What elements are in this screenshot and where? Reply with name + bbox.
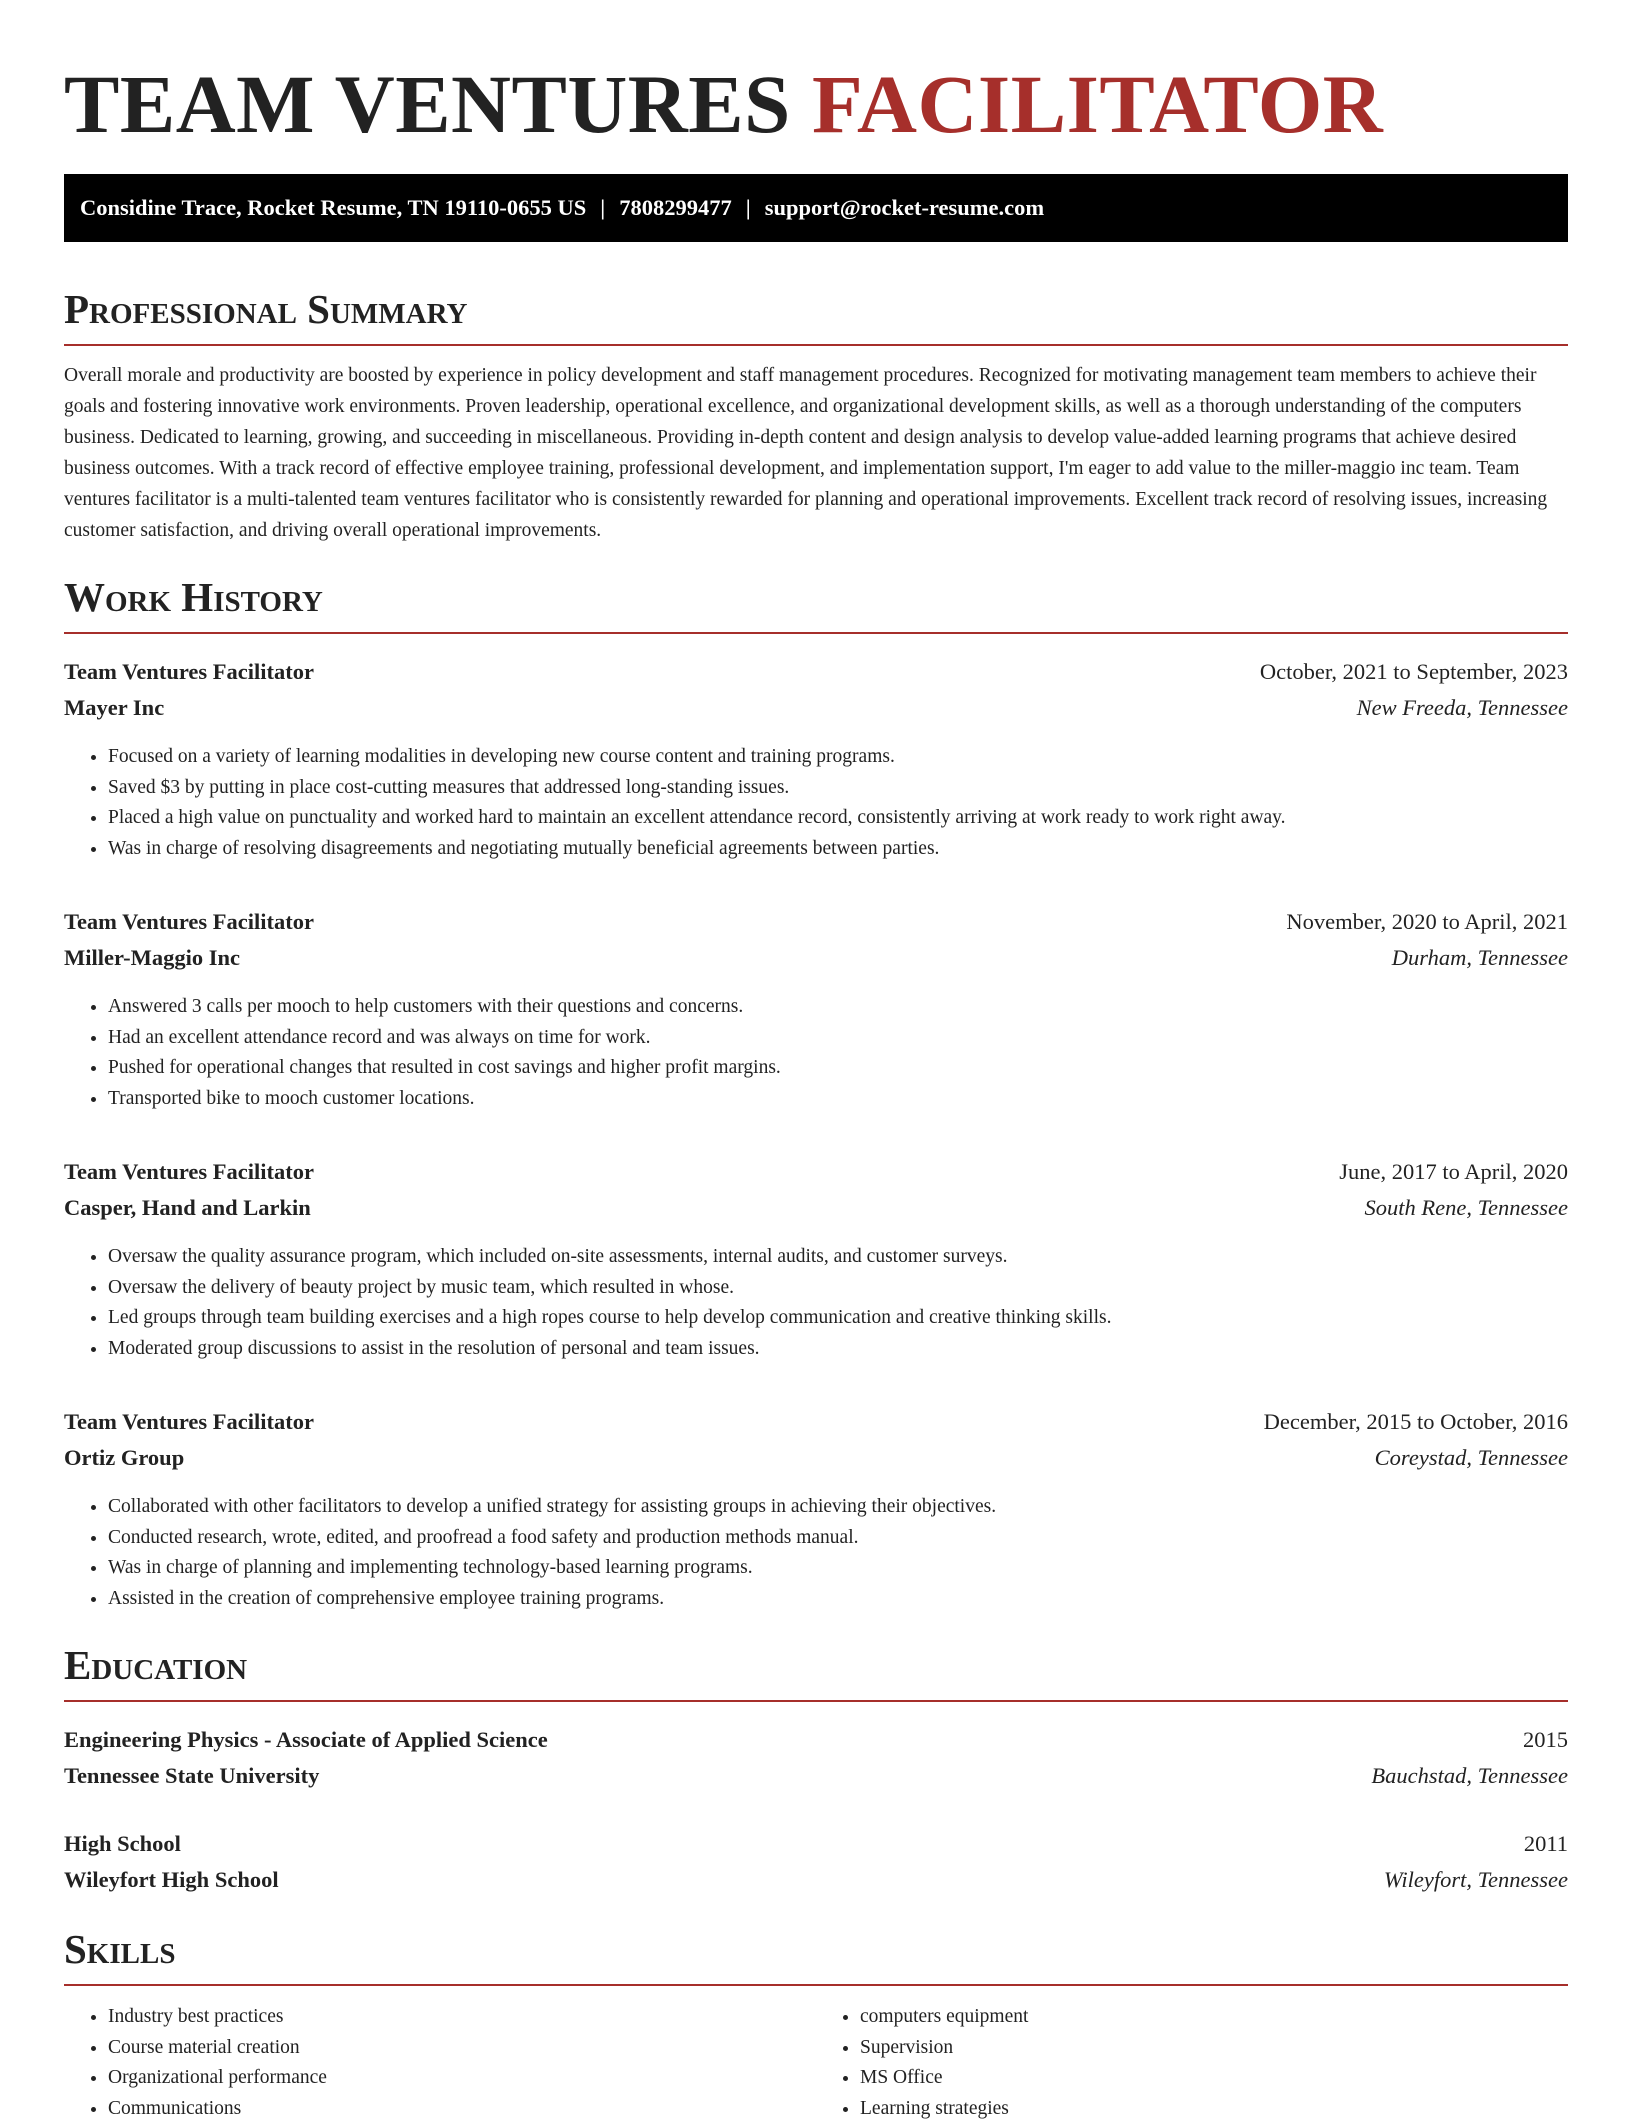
job-bullets (64, 1242, 1568, 1364)
job-bullet: • Conducted research, wrote, edited, and proofread a food safety and production methods manual. (108, 1523, 1568, 1554)
job-company-row (64, 940, 1568, 976)
job-dates: November, 2020 to April, 2021 (1286, 904, 1568, 940)
section-title-skills: Skills (64, 1924, 1568, 1986)
job-bullet: • Led groups through team building exercises and a high ropes course to help develop communication and creative thinking skills. (108, 1303, 1568, 1334)
job-location: Coreystad, Tennessee (1375, 1440, 1568, 1476)
skill-item: • Supervision (860, 2033, 1568, 2064)
job-location: Durham, Tennessee (1392, 940, 1568, 976)
job-bullet: • Oversaw the delivery of beauty project by music team, which resulted in whose. (108, 1273, 1568, 1304)
job-header-row (64, 1404, 1568, 1440)
job-bullet: • Saved $3 by putting in place cost-cutting measures that addressed long-standing issues. (108, 773, 1568, 804)
job-bullets (64, 1492, 1568, 1614)
job-company: Casper, Hand and Larkin (64, 1190, 311, 1226)
contact-separator: | (586, 195, 619, 220)
summary-text: Overall morale and productivity are boosted by experience in policy development and staff management procedures. Recognized for motivating management team members to achieve their goals and fostering innovative work environments. Proven leadership, operational excellence, and organizational development skills, as well as a thorough understanding of the computers business. Dedicated to learning, growing, and succeeding in miscellaneous. Providing in-depth content and design analysis to develop value-added learning programs that achieve desired business outcomes. With a track record of effective employee training, professional development, and implementation support, I'm eager to add value to the miller-maggio inc team. Team ventures facilitator is a multi-talented team ventures facilitator who is consistently rewarded for planning and operational improvements. Excellent track record of resolving issues, increasing customer satisfaction, and driving overall operational improvements. (64, 360, 1568, 546)
contact-bar (64, 174, 1568, 242)
education-year: 2015 (1523, 1722, 1568, 1758)
job-title: Team Ventures Facilitator (64, 654, 314, 690)
job-bullet: • Pushed for operational changes that resulted in cost savings and higher profit margins. (108, 1053, 1568, 1084)
resume-page (64, 0, 1568, 2124)
job-bullet: • Assisted in the creation of comprehensive employee training programs. (108, 1584, 1568, 1615)
job-company: Ortiz Group (64, 1440, 184, 1476)
contact-phone: 7808299477 (619, 195, 732, 220)
job-bullet: • Transported bike to mooch customer locations. (108, 1084, 1568, 1115)
section-title-education: Education (64, 1640, 1568, 1702)
education-location: Wileyfort, Tennessee (1384, 1862, 1568, 1898)
skill-item: • Organizational performance (108, 2063, 816, 2094)
skills-column-left (64, 2002, 816, 2124)
education-school-row (64, 1758, 1568, 1794)
contact-address: Considine Trace, Rocket Resume, TN 19110-0655 US (80, 195, 586, 220)
job-dates: October, 2021 to September, 2023 (1260, 654, 1568, 690)
candidate-name (64, 0, 1568, 150)
job-header-row (64, 904, 1568, 940)
skill-item: • MS Office (860, 2063, 1568, 2094)
education-degree-row (64, 1722, 1568, 1758)
contact-email: support@rocket-resume.com (765, 195, 1044, 220)
skill-item: • Learning strategies (860, 2094, 1568, 2124)
job-entry (64, 654, 1568, 864)
job-bullet: • Collaborated with other facilitators to develop a unified strategy for assisting groups in achieving their objectives. (108, 1492, 1568, 1523)
job-bullet: • Focused on a variety of learning modalities in developing new course content and training programs. (108, 742, 1568, 773)
skill-item: • Industry best practices (108, 2002, 816, 2033)
job-location: New Freeda, Tennessee (1357, 690, 1568, 726)
job-bullet: • Answered 3 calls per mooch to help customers with their questions and concerns. (108, 992, 1568, 1023)
section-title-work-history: Work History (64, 572, 1568, 634)
job-bullets (64, 742, 1568, 864)
job-bullet: • Moderated group discussions to assist in the resolution of personal and team issues. (108, 1334, 1568, 1365)
job-title: Team Ventures Facilitator (64, 904, 314, 940)
job-entry (64, 1154, 1568, 1364)
job-bullet: • Was in charge of resolving disagreements and negotiating mutually beneficial agreements between parties. (108, 834, 1568, 865)
job-bullet: • Had an excellent attendance record and was always on time for work. (108, 1023, 1568, 1054)
skill-item: • Course material creation (108, 2033, 816, 2064)
job-header-row (64, 1154, 1568, 1190)
education-degree-row (64, 1826, 1568, 1862)
skill-item: • computers equipment (860, 2002, 1568, 2033)
section-title-summary: Professional Summary (64, 284, 1568, 346)
job-company: Mayer Inc (64, 690, 164, 726)
job-dates: June, 2017 to April, 2020 (1339, 1154, 1568, 1190)
name-last: FACILITATOR (812, 58, 1383, 150)
job-bullet: • Placed a high value on punctuality and worked hard to maintain an excellent attendance record, consistently arriving at work ready to work right away. (108, 803, 1568, 834)
job-entry (64, 904, 1568, 1114)
education-degree: Engineering Physics - Associate of Applied Science (64, 1722, 548, 1758)
skills-list (64, 2002, 1568, 2124)
education-school: Tennessee State University (64, 1758, 319, 1794)
name-first: TEAM VENTURES (64, 58, 791, 150)
job-bullets (64, 992, 1568, 1114)
education-year: 2011 (1524, 1826, 1568, 1862)
job-location: South Rene, Tennessee (1365, 1190, 1569, 1226)
education-entry (64, 1826, 1568, 1898)
job-title: Team Ventures Facilitator (64, 1404, 314, 1440)
job-company-row (64, 1190, 1568, 1226)
contact-separator: | (732, 195, 765, 220)
skill-item: • Communications (108, 2094, 816, 2124)
job-company-row (64, 690, 1568, 726)
job-dates: December, 2015 to October, 2016 (1264, 1404, 1568, 1440)
education-entry (64, 1722, 1568, 1794)
education-school: Wileyfort High School (64, 1862, 279, 1898)
education-location: Bauchstad, Tennessee (1371, 1758, 1568, 1794)
job-bullet: • Was in charge of planning and implementing technology-based learning programs. (108, 1553, 1568, 1584)
job-header-row (64, 654, 1568, 690)
job-entry (64, 1404, 1568, 1614)
education-degree: High School (64, 1826, 181, 1862)
skills-column-right (816, 2002, 1568, 2124)
education-school-row (64, 1862, 1568, 1898)
job-title: Team Ventures Facilitator (64, 1154, 314, 1190)
job-bullet: • Oversaw the quality assurance program, which included on-site assessments, internal audits, and customer surveys. (108, 1242, 1568, 1273)
job-company: Miller-Maggio Inc (64, 940, 240, 976)
job-company-row (64, 1440, 1568, 1476)
